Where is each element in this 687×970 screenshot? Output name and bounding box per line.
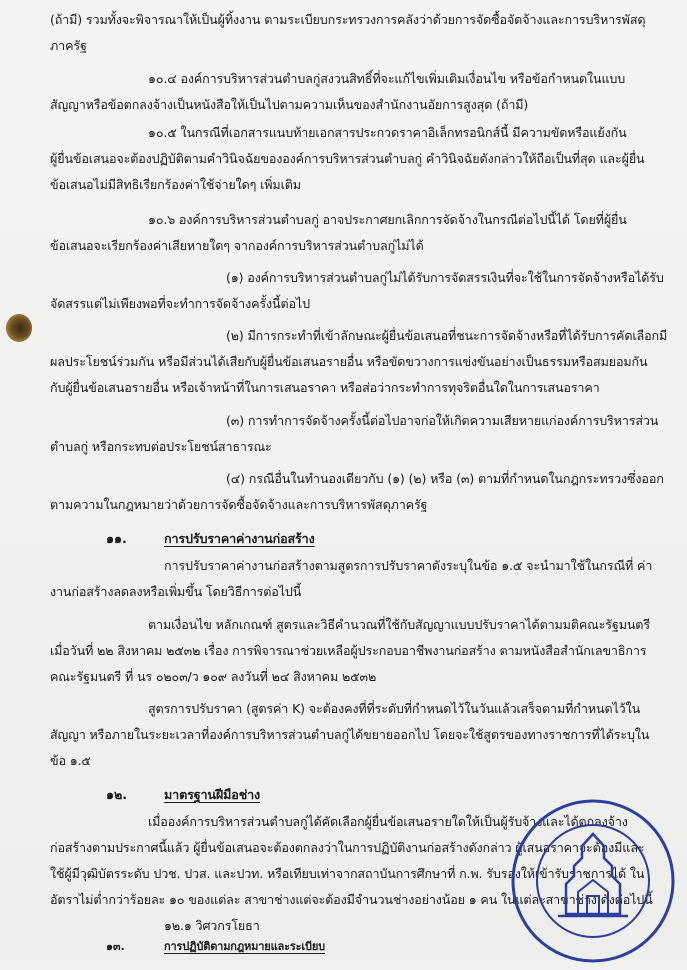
- text-line: การปรับราคาค่างานก่อสร้างตามสูตรการปรับราคาดังระบุในข้อ ๑.๕ จะนำมาใช้ในกรณีที่ ค่า: [164, 558, 653, 573]
- section-number: ๑๑.: [106, 531, 127, 546]
- section-heading: การปรับราคาค่างานก่อสร้าง: [164, 531, 315, 546]
- official-seal-stamp: [508, 796, 678, 966]
- text-line: ข้อเสนอไม่มีสิทธิเรียกร้องค่าใช้จ่ายใดๆ เพิ่มเติม: [50, 177, 301, 192]
- text-line: (๒) มีการกระทำที่เข้าลักษณะผู้ยื่นข้อเสนอที่ชนะการจัดจ้างหรือที่ได้รับการคัดเลือกมี: [226, 328, 668, 343]
- punch-hole: [6, 314, 32, 342]
- text-line: ๑๐.๕ ในกรณีที่เอกสารแนบท้ายเอกสารประกวดราคาอิเล็กทรอนิกส์นี้ มีความขัดหรือแย้งกัน: [148, 125, 627, 140]
- text-line: อัตราไม่ต่ำกว่าร้อยละ ๑๐ ของแต่ละ สาขาช่างแต่จะต้องมีจำนวนช่างอย่างน้อย ๑ คน ในแต่ละสาขาช่าง ดังต่อไปนี้: [50, 892, 653, 907]
- text-line: ๑๒.๑ วิศวกรโยธา: [164, 918, 260, 933]
- text-line: สัญญาหรือข้อตกลงจ้างเป็นหนังสือให้เป็นไปตามความเห็นของสำนักงานอัยการสูงสุด (ถ้ามี): [50, 97, 529, 112]
- text-line: ข้อ ๑.๕: [50, 753, 91, 768]
- text-line: ข้อเสนอจะเรียกร้องค่าเสียหายใดๆ จากองค์การบริหารส่วนตำบลกู่ไม่ได้: [50, 238, 424, 253]
- section-number: ๑๒.: [106, 787, 128, 802]
- text-line: เมื่อวันที่ ๒๒ สิงหาคม ๒๕๓๒ เรื่อง การพิจารณาช่วยเหลือผู้ประกอบอาชีพงานก่อสร้าง ตามหนังสือสำนักเลขาธิการ: [50, 643, 647, 658]
- text-line: ๑๐.๔ องค์การบริหารส่วนตำบลกู่สงวนสิทธิ์ที่จะแก้ไขเพิ่มเติมเงื่อนไข หรือข้อกำหนดในแบบ: [148, 71, 626, 86]
- text-line: กับผู้ยื่นข้อเสนอรายอื่น หรือเจ้าหน้าที่ในการเสนอราคา หรือส่อว่ากระทำการทุจริตอื่นใดในการเสนอราคา: [50, 380, 600, 395]
- text-line: งานก่อสร้างลดลงหรือเพิ่มขึ้น โดยวิธีการต่อไปนี้: [50, 584, 302, 599]
- text-line: ก่อสร้างตามประกาศนี้แล้ว ผู้ยื่นข้อเสนอจะต้องตกลงว่าในการปฏิบัติงานก่อสร้างดังกล่าว ผู้เสนอราคาจะต้องมีและ: [50, 840, 645, 855]
- text-line: สูตรการปรับราคา (สูตรค่า K) จะต้องคงที่ที่ระดับที่กำหนดไว้ในวันแล้วเสร็จตามที่กำหนดไว้ใน: [148, 701, 641, 716]
- text-line: ผลประโยชน์ร่วมกัน หรือมีส่วนได้เสียกับผู้ยื่นข้อเสนอรายอื่น หรือขัดขวางการแข่งขันอย่างเป็นธรรมหรือสมยอมกัน: [50, 354, 648, 369]
- section-heading: การปฏิบัติตามกฎหมายและระเบียบ: [164, 940, 325, 953]
- text-line: (๑) องค์การบริหารส่วนตำบลกู่ไม่ได้รับการจัดสรรเงินที่จะใช้ในการจัดจ้างหรือได้รับ: [226, 270, 664, 285]
- section-heading: มาตรฐานฝีมือช่าง: [164, 787, 261, 802]
- text-line: สัญญา หรือภายในระยะเวลาที่องค์การบริหารส่วนตำบลกู่ได้ขยายออกไป โดยจะใช้สูตรของทางราชการที่ได้ระบุใน: [50, 727, 650, 742]
- text-line: ตามความในกฎหมายว่าด้วยการจัดซื้อจัดจ้างและการบริหารพัสดุภาครัฐ: [50, 497, 428, 512]
- text-line: (ถ้ามี) รวมทั้งจะพิจารณาให้เป็นผู้ทิ้งงาน ตามระเบียบกระทรวงการคลังว่าด้วยการจัดซื้อจัดจ้างและการบริหารพัสดุ: [50, 12, 646, 27]
- text-line: ภาครัฐ: [50, 38, 87, 53]
- text-line: เมื่อองค์การบริหารส่วนตำบลกู่ได้คัดเลือกผู้ยื่นข้อเสนอรายใดให้เป็นผู้รับจ้างและได้ตกลงจ้าง: [148, 814, 628, 829]
- text-line: (๓) การทำการจัดจ้างครั้งนี้ต่อไปอาจก่อให้เกิดความเสียหายแก่องค์การบริหารส่วน: [226, 413, 659, 428]
- text-line: ตามเงื่อนไข หลักเกณฑ์ สูตรและวิธีคำนวณที่ใช้กับสัญญาแบบปรับราคาได้ตามมติคณะรัฐมนตรี: [148, 617, 650, 632]
- text-line: จัดสรรแต่ไม่เพียงพอที่จะทำการจัดจ้างครั้งนี้ต่อไป: [50, 296, 310, 311]
- text-line: ผู้ยื่นข้อเสนอจะต้องปฏิบัติตามคำวินิจฉัยขององค์การบริหารส่วนตำบลกู่ คำวินิจฉัยดังกล่าวให้ถือเป็นที่สุด และผู้ยื่น: [50, 151, 645, 166]
- text-line: ใช้ผู้มีวุฒิบัตรระดับ ปวช. ปวส. และปวท. หรือเทียบเท่าจากสถาบันการศึกษาที่ ก.พ. รับรองให้เข้ารับราชการได้ ใน: [50, 866, 645, 881]
- section-number: ๑๓.: [106, 940, 125, 953]
- seal-icon: [508, 796, 678, 966]
- text-line: ๑๐.๖ องค์การบริหารส่วนตำบลกู่ อาจประกาศยกเลิกการจัดจ้างในกรณีต่อไปนี้ได้ โดยที่ผู้ยื่น: [148, 212, 627, 227]
- text-line: คณะรัฐมนตรี ที่ นร ๐๒๐๓/ว ๑๐๙ ลงวันที่ ๒๔ สิงหาคม ๒๕๓๒: [50, 669, 377, 684]
- text-line: (๔) กรณีอื่นในทำนองเดียวกับ (๑) (๒) หรือ (๓) ตามที่กำหนดในกฎกระทรวงซึ่งออก: [226, 471, 664, 486]
- text-line: ตำบลกู่ หรือกระทบต่อประโยชน์สาธารณะ: [50, 439, 272, 454]
